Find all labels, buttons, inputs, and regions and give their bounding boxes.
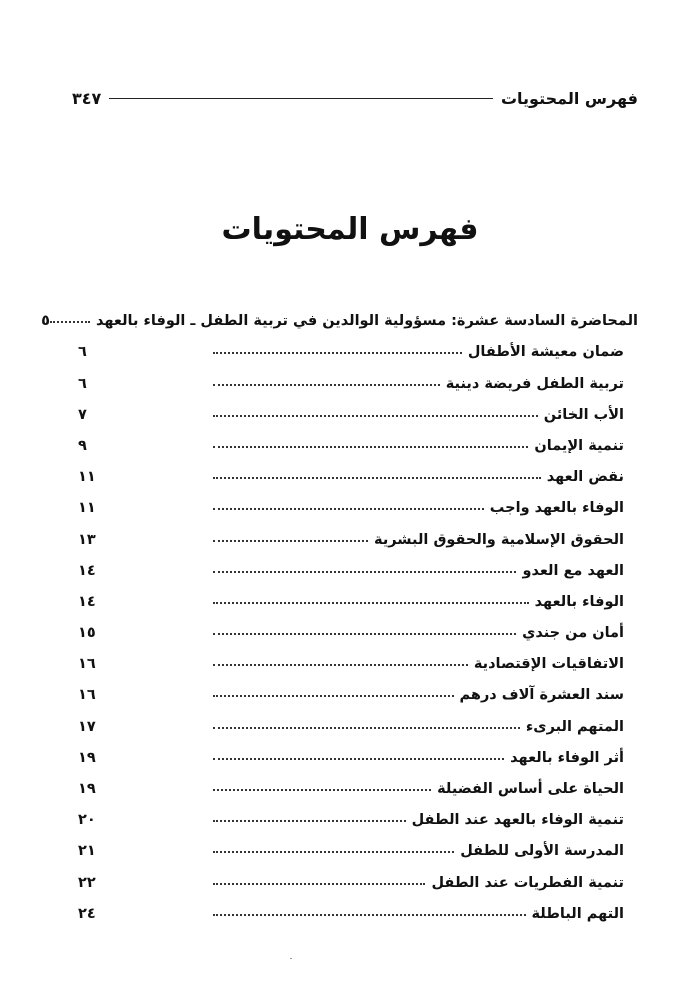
toc-entry-label: الاتفاقيات الإقتصادية xyxy=(473,656,624,673)
toc-entry-page: ١٣ xyxy=(78,531,96,548)
toc-entry-page: ١٧ xyxy=(78,718,96,735)
toc-entry-page: ١١ xyxy=(78,500,96,517)
table-of-contents xyxy=(41,298,638,922)
toc-entry-page: ١٦ xyxy=(78,656,96,673)
toc-entry-label: العهد مع العدو xyxy=(522,562,624,579)
running-header xyxy=(72,86,638,110)
toc-entry-page: ٢٤ xyxy=(78,905,96,922)
toc-entry-page: ٦ xyxy=(78,344,87,361)
toc-entry-page: ٥ xyxy=(41,313,50,330)
toc-entry-label: المحاضرة السادسة عشرة: مسؤولية الوالدين في تربية الطفل ـ الوفاء بالعهد xyxy=(95,313,638,330)
toc-entry[interactable] xyxy=(78,329,638,360)
dot-leader xyxy=(213,727,520,729)
toc-entry[interactable] xyxy=(78,797,638,828)
toc-entry[interactable] xyxy=(78,454,638,485)
dot-leader xyxy=(213,477,541,479)
toc-entry[interactable] xyxy=(78,485,638,516)
scan-speck xyxy=(290,958,292,959)
toc-entry-label: المدرسة الأولى للطفل xyxy=(460,843,624,860)
toc-entry[interactable] xyxy=(78,672,638,703)
page-title: فهرس المحتويات xyxy=(221,212,479,247)
toc-entry-label: الحياة على أساس الفضيلة xyxy=(437,781,624,797)
toc-entry[interactable] xyxy=(41,298,638,330)
toc-entry[interactable] xyxy=(78,891,638,922)
toc-entry-label: نقض العهد xyxy=(546,469,624,486)
dot-leader xyxy=(213,602,529,604)
toc-entry[interactable] xyxy=(78,423,638,454)
toc-entry-label: سند العشرة آلاف درهم xyxy=(459,687,624,704)
toc-entry[interactable] xyxy=(78,579,638,610)
toc-entry[interactable] xyxy=(78,828,638,859)
toc-entry[interactable] xyxy=(78,610,638,641)
dot-leader xyxy=(213,695,454,697)
dot-leader xyxy=(213,883,425,885)
toc-entry-page: ٧ xyxy=(78,406,87,423)
toc-entry-label: التهم الباطلة xyxy=(531,905,624,922)
dot-leader xyxy=(213,758,504,760)
toc-entry-label: الوفاء بالعهد واجب xyxy=(489,500,624,517)
toc-entry-page: ٢١ xyxy=(78,843,96,860)
toc-entry[interactable] xyxy=(78,735,638,766)
toc-entry-label: المتهم البرىء xyxy=(525,718,624,735)
toc-entry-label: تربية الطفل فريضة دينية xyxy=(445,375,624,392)
toc-entry-page: ٢٠ xyxy=(78,812,96,829)
dot-leader xyxy=(213,446,528,448)
dot-leader xyxy=(213,540,368,542)
toc-entry-page: ٩ xyxy=(78,437,87,454)
header-page-number: ٣٤٧ xyxy=(72,88,102,108)
toc-entry-label: أثر الوفاء بالعهد xyxy=(510,749,624,766)
toc-entry-label: الوفاء بالعهد xyxy=(534,593,624,610)
toc-entry[interactable] xyxy=(78,703,638,734)
toc-entry[interactable] xyxy=(78,360,638,391)
dot-leader xyxy=(213,820,406,822)
dot-leader xyxy=(213,571,516,573)
dot-leader xyxy=(213,415,538,417)
toc-entry-label: ضمان معيشة الأطفال xyxy=(467,344,624,361)
toc-entry-page: ٢٢ xyxy=(78,874,96,891)
toc-entry[interactable] xyxy=(78,392,638,423)
toc-entry-page: ١٤ xyxy=(78,593,96,610)
toc-entry-page: ١٤ xyxy=(78,562,96,579)
toc-entry-label: تنمية الوفاء بالعهد عند الطفل xyxy=(411,812,624,829)
toc-entry[interactable] xyxy=(78,859,638,890)
toc-entry-label: تنمية الإيمان xyxy=(534,437,624,454)
dot-leader xyxy=(213,664,468,666)
toc-entry-label: أمان من جندي xyxy=(522,625,624,642)
dot-leader xyxy=(213,508,484,510)
toc-entry-page: ٦ xyxy=(78,375,87,392)
dot-leader xyxy=(213,352,462,354)
header-title: فهرس المحتويات xyxy=(500,88,638,108)
toc-entry-label: الأب الخائن xyxy=(543,406,624,423)
toc-entry-page: ١٩ xyxy=(78,781,96,797)
toc-entry-page: ١٩ xyxy=(78,749,96,766)
toc-entry[interactable] xyxy=(78,548,638,579)
toc-entry-page: ١٦ xyxy=(78,687,96,704)
dot-leader xyxy=(213,384,440,386)
dot-leader xyxy=(213,851,454,853)
dot-leader xyxy=(213,789,431,791)
toc-entry-label: الحقوق الإسلامية والحقوق البشرية xyxy=(374,531,624,548)
toc-entry-page: ١٥ xyxy=(78,625,96,642)
toc-entry[interactable] xyxy=(78,641,638,672)
toc-entry-page: ١١ xyxy=(78,469,96,486)
dot-leader xyxy=(50,321,90,323)
toc-entry[interactable] xyxy=(78,516,638,547)
header-rule xyxy=(109,98,493,99)
dot-leader xyxy=(213,633,516,635)
toc-entry[interactable] xyxy=(78,766,638,797)
toc-entry-label: تنمية الفطريات عند الطفل xyxy=(431,874,624,891)
dot-leader xyxy=(213,914,526,916)
